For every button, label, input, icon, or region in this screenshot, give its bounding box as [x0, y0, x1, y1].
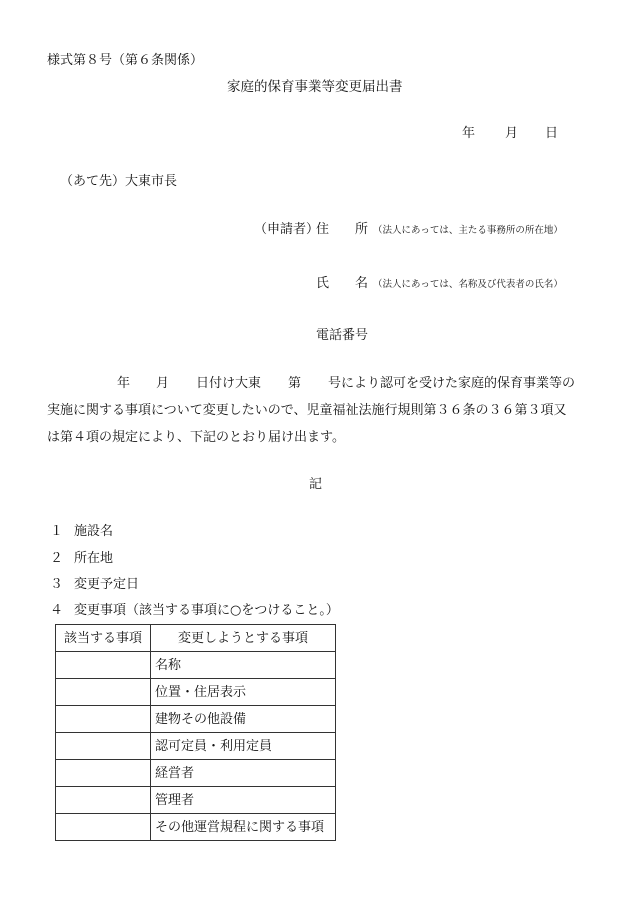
- body-month: 月: [156, 376, 170, 391]
- applicable-cell[interactable]: [56, 760, 151, 787]
- body-line1-rest: 号により認可を受けた家庭的保育事業等の: [328, 376, 576, 391]
- header-applicable: 該当する事項: [56, 625, 151, 652]
- item-1-label: 施設名: [74, 524, 114, 539]
- item-4-number: ４: [50, 603, 64, 618]
- table-row: [56, 760, 336, 787]
- applicable-cell[interactable]: [56, 814, 151, 841]
- header-change-item: 変更しようとする事項: [151, 625, 336, 652]
- item-3-number: ３: [50, 577, 64, 592]
- applicable-cell[interactable]: [56, 706, 151, 733]
- address-note: （法人にあっては、主たる事務所の所在地）: [373, 225, 563, 236]
- change-item-cell: 位置・住居表示: [151, 679, 336, 706]
- body-line3: は第４項の規定により、下記のとおり届け出ます。: [47, 430, 345, 445]
- change-item-cell: その他運営規程に関する事項: [151, 814, 336, 841]
- change-items-table: [55, 624, 336, 841]
- applicable-cell[interactable]: [56, 733, 151, 760]
- body-year: 年: [117, 376, 131, 391]
- item-2-label: 所在地: [74, 551, 114, 566]
- table-row: [56, 679, 336, 706]
- table-row: [56, 733, 336, 760]
- date-year-label: 年: [462, 126, 476, 141]
- name-label: 氏 名: [316, 276, 369, 291]
- body-line2: 実施に関する事項について変更したいので、児童福祉法施行規則第３６条の３６第３項又: [47, 403, 567, 418]
- table-header-row: [56, 625, 336, 652]
- phone-label: 電話番号: [316, 328, 369, 343]
- applicable-cell[interactable]: [56, 652, 151, 679]
- change-item-cell: 認可定員・利用定員: [151, 733, 336, 760]
- item-2-number: ２: [50, 551, 64, 566]
- change-item-cell: 建物その他設備: [151, 706, 336, 733]
- change-item-cell: 管理者: [151, 787, 336, 814]
- body-day-daito: 日付け大東: [196, 376, 262, 391]
- document-title: 家庭的保育事業等変更届出書: [227, 79, 403, 95]
- table-row: [56, 652, 336, 679]
- applicant-label: （申請者）: [254, 222, 320, 237]
- addressee: （あて先）大東市長: [60, 174, 178, 189]
- date-day-label: 日: [545, 126, 559, 141]
- item-3-label: 変更予定日: [74, 577, 140, 592]
- applicable-cell[interactable]: [56, 787, 151, 814]
- item-1-number: １: [50, 524, 64, 539]
- applicable-cell[interactable]: [56, 679, 151, 706]
- ki-heading: 記: [309, 477, 323, 492]
- address-label: 住 所: [316, 222, 369, 237]
- body-dai: 第: [288, 376, 302, 391]
- date-month-label: 月: [505, 126, 519, 141]
- table-row: [56, 706, 336, 733]
- change-item-cell: 経営者: [151, 760, 336, 787]
- table-row: [56, 787, 336, 814]
- change-item-cell: 名称: [151, 652, 336, 679]
- name-note: （法人にあっては、名称及び代表者の氏名）: [373, 279, 563, 290]
- item-4-label: 変更事項（該当する事項に○をつけること。）: [74, 603, 339, 618]
- form-number: 様式第８号（第６条関係）: [47, 53, 204, 68]
- table-row: [56, 814, 336, 841]
